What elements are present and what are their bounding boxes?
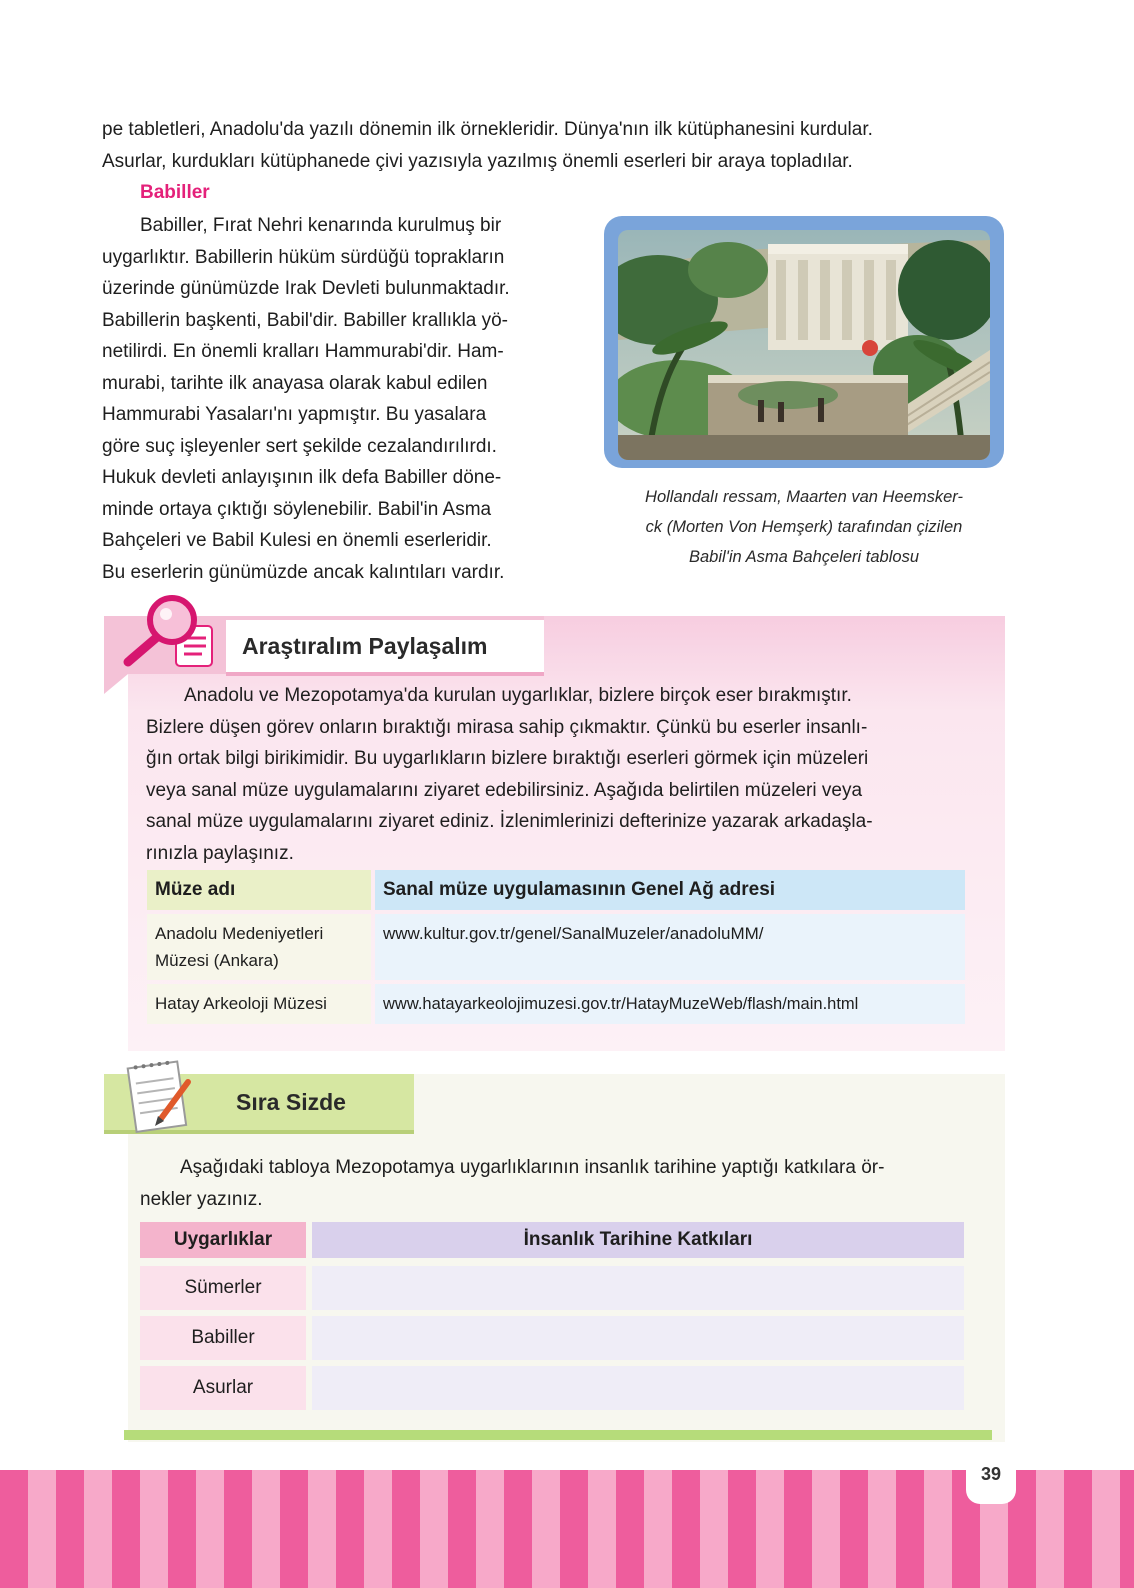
page-footer-stripes <box>0 1470 1134 1588</box>
notepad-pencil-icon <box>122 1054 202 1140</box>
table-header-url: Sanal müze uygulamasının Genel Ağ adresi <box>375 870 965 910</box>
caption-line: Babil'in Asma Bahçeleri tablosu <box>689 548 919 566</box>
intro-line: pe tabletleri, Anadolu'da yazılı dönemin ilk örnekleridir. Dünya'nın ilk kütüphanesini kurdular. <box>102 119 873 140</box>
babiller-line: uygarlıktır. Babillerin hüküm sürdüğü toprakların <box>102 246 505 268</box>
babiller-heading: Babiller <box>140 182 210 203</box>
intro-paragraph <box>102 114 998 177</box>
caption-line: ck (Morten Von Hemşerk) tarafından çizilen <box>645 518 963 536</box>
research-line: ğın ortak bilgi birikimidir. Bu uygarlıkların bizlere bıraktığı eserleri görmek için müzeleri <box>146 748 869 769</box>
babiller-line: Babiller, Fırat Nehri kenarında kurulmuş bir <box>140 215 502 236</box>
babiller-line: murabi, tarihte ilk anayasa olarak kabul edilen <box>102 372 488 394</box>
babiller-line: netilirdi. En önemli kralları Hammurabi'dir. Ham- <box>102 341 504 362</box>
sira-line: nekler yazınız. <box>140 1188 263 1210</box>
babiller-line: Bahçeleri ve Babil Kulesi en önemli eserleridir. <box>102 530 492 551</box>
sira-sizde-title: Sıra Sizde <box>236 1089 346 1115</box>
research-line: Anadolu ve Mezopotamya'da kurulan uygarlıklar, bizlere birçok eser bırakmıştır. <box>184 685 852 706</box>
museum-url[interactable]: www.kultur.gov.tr/genel/SanalMuzeler/anadoluMM/ <box>375 914 965 980</box>
museum-url[interactable]: www.hatayarkeolojimuzesi.gov.tr/HatayMuzeWeb/flash/main.html <box>375 984 965 1024</box>
contribution-input-cell[interactable] <box>312 1266 964 1310</box>
research-strip-fold <box>104 674 128 694</box>
research-paragraph <box>146 680 972 869</box>
babiller-line: Babillerin başkenti, Babil'dir. Babiller krallıkla yö- <box>102 309 508 331</box>
painting-illustration <box>618 230 990 460</box>
sira-line: Aşağıdaki tabloya Mezopotamya uygarlıklarının insanlık tarihine yaptığı katkılara ör- <box>180 1157 885 1178</box>
intro-line: Asurlar, kurdukları kütüphanede çivi yazısıyla yazılmış önemli eserleri bir araya topladılar. <box>102 150 853 172</box>
contribution-input-cell[interactable] <box>312 1316 964 1360</box>
section-bottom-rule <box>124 1430 992 1440</box>
contribution-input-cell[interactable] <box>312 1366 964 1410</box>
header-label: Uygarlıklar <box>173 1229 273 1250</box>
table-header-museum: Müze adı <box>147 870 371 910</box>
table-header-civilizations <box>140 1222 306 1258</box>
museum-name: Hatay Arkeoloji Müzesi <box>147 984 371 1024</box>
museum-table <box>147 870 977 1028</box>
table-row <box>147 914 371 980</box>
sira-paragraph <box>140 1152 976 1215</box>
babiller-line: minde ortaya çıktığı söylenebilir. Babil'in Asma <box>102 498 492 520</box>
research-line: sanal müze uygulamalarını ziyaret ediniz. İzlenimlerinizi defterinize yazarak arkadaşla- <box>146 811 873 832</box>
babiller-paragraph <box>102 210 564 588</box>
table-header-contributions <box>312 1222 964 1258</box>
header-label: İnsanlık Tarihine Katkıları <box>523 1229 753 1250</box>
magnifier-icon <box>120 588 230 674</box>
hanging-gardens-painting <box>618 230 990 460</box>
caption-line: Hollandalı ressam, Maarten van Heemsker- <box>645 488 963 506</box>
babiller-line: Hammurabi Yasaları'nı yapmıştır. Bu yasalara <box>102 404 487 425</box>
babiller-line: göre suç işleyenler sert şekilde cezalandırılırdı. <box>102 435 497 457</box>
civilization-cell: Babiller <box>140 1316 306 1360</box>
museum-city: Müzesi (Ankara) <box>155 951 279 970</box>
civilization-cell: Asurlar <box>140 1366 306 1410</box>
research-line: veya sanal müze uygulamalarını ziyaret edebilirsiniz. Aşağıda belirtilen müzeleri veya <box>146 779 863 801</box>
babiller-line: üzerinde günümüzde Irak Devleti bulunmaktadır. <box>102 278 510 299</box>
research-line: rınızla paylaşınız. <box>146 842 294 864</box>
museum-name: Anadolu Medeniyetleri <box>155 924 324 943</box>
babiller-line: Hukuk devleti anlayışının ilk defa Babiller döne- <box>102 467 502 488</box>
civilization-cell: Sümerler <box>140 1266 306 1310</box>
research-title: Araştıralım Paylaşalım <box>242 633 488 659</box>
research-line: Bizlere düşen görev onların bıraktığı mirasa sahip çıkmaktır. Çünkü bu eserler insanlı- <box>146 716 868 738</box>
babiller-line: Bu eserlerin günümüzde ancak kalıntıları vardır. <box>102 561 505 583</box>
page-number: 39 <box>980 1464 1002 1484</box>
figure-caption <box>604 482 1004 572</box>
